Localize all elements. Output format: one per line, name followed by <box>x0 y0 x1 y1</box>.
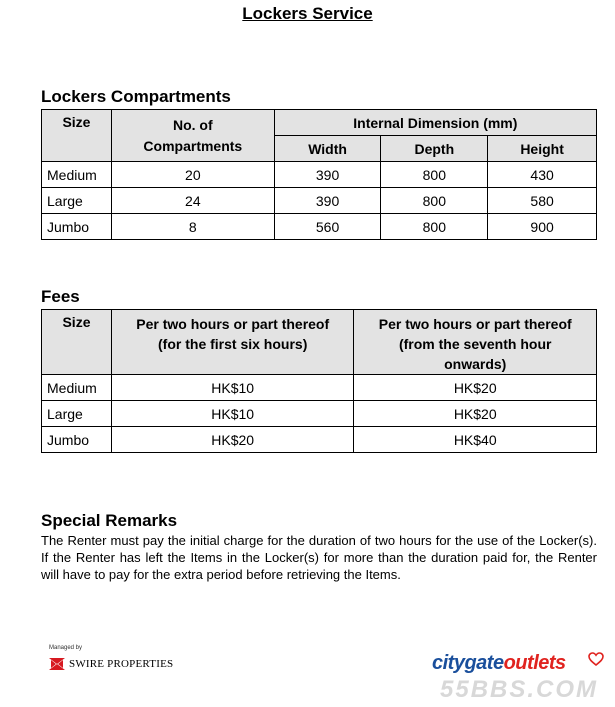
header-depth: Depth <box>381 136 488 162</box>
table-row <box>42 427 597 453</box>
swire-flag-icon <box>49 658 65 670</box>
fees-header-size: Size <box>42 310 112 375</box>
fees-heading: Fees <box>41 287 80 306</box>
cell-size: Medium <box>42 375 112 401</box>
remarks-body: The Renter must pay the initial charge for the duration of two hours for the use of the Locker(s). If the Renter has left the Items in the Locker(s) for more than the duration paid for, the Renter will have to pay for the extra period before retrieving the Items. <box>41 533 597 582</box>
table-row <box>42 162 597 188</box>
cell-size: Medium <box>42 162 112 188</box>
cell-count: 24 <box>111 188 274 214</box>
cell-first-fee: HK$10 <box>111 375 353 401</box>
remarks-heading: Special Remarks <box>41 511 178 530</box>
table-row <box>42 214 597 240</box>
cell-size: Jumbo <box>42 214 112 240</box>
cell-width: 560 <box>274 214 381 240</box>
header-count <box>111 110 274 162</box>
table-row <box>42 401 597 427</box>
heart-icon <box>588 652 604 666</box>
compartments-table <box>41 109 597 240</box>
cell-size: Jumbo <box>42 427 112 453</box>
table-row <box>42 188 597 214</box>
cell-depth: 800 <box>381 214 488 240</box>
citygate-logo <box>432 652 566 675</box>
fees-header-first-line1: Per two hours or part thereof <box>136 316 330 332</box>
header-count-line1: No. of <box>172 116 213 133</box>
swire-logo <box>49 658 173 670</box>
cell-after-fee: HK$20 <box>354 375 597 401</box>
cell-after-fee: HK$40 <box>354 427 597 453</box>
header-width: Width <box>274 136 381 162</box>
cell-count: 20 <box>111 162 274 188</box>
cell-width: 390 <box>274 162 381 188</box>
swire-name: SWIRE PROPERTIES <box>69 658 174 670</box>
cell-height: 580 <box>488 188 597 214</box>
header-height: Height <box>488 136 597 162</box>
fees-header-after-line3: onwards) <box>444 356 507 372</box>
compartments-heading: Lockers Compartments <box>41 87 231 106</box>
citygate-text: citygate <box>432 652 504 674</box>
fees-header-after-line2: (from the seventh hour <box>398 336 552 352</box>
header-size: Size <box>42 110 112 162</box>
table-row <box>42 375 597 401</box>
cell-depth: 800 <box>381 188 488 214</box>
cell-height: 900 <box>488 214 597 240</box>
cell-width: 390 <box>274 188 381 214</box>
cell-after-fee: HK$20 <box>354 401 597 427</box>
fees-header-after-line1: Per two hours or part thereof <box>378 316 572 332</box>
managed-by-label: Managed by <box>49 645 83 651</box>
fees-header-first-line2: (for the first six hours) <box>158 336 308 352</box>
header-dimension: Internal Dimension (mm) <box>274 110 596 136</box>
fees-table <box>41 309 597 453</box>
header-count-line2: Compartments <box>143 137 243 154</box>
outlets-text: outlets <box>503 652 566 674</box>
watermark: 55BBS.COM <box>440 676 599 703</box>
page-title: Lockers Service <box>242 4 373 23</box>
cell-first-fee: HK$10 <box>111 401 353 427</box>
cell-size: Large <box>42 401 112 427</box>
cell-size: Large <box>42 188 112 214</box>
fees-header-after <box>354 310 597 375</box>
cell-first-fee: HK$20 <box>111 427 353 453</box>
cell-height: 430 <box>488 162 597 188</box>
fees-header-first <box>111 310 353 375</box>
cell-count: 8 <box>111 214 274 240</box>
cell-depth: 800 <box>381 162 488 188</box>
